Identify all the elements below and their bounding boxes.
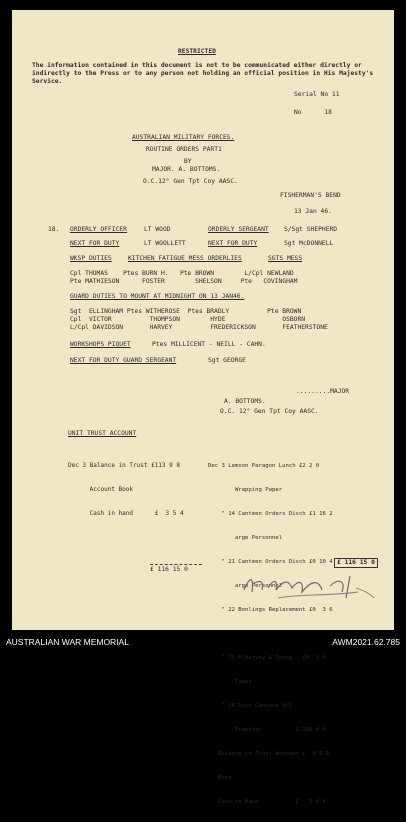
left-total-rule [150,564,202,565]
doc-title: AUSTRALIAN MILITARY FORCES. [132,134,235,141]
orderly-sergeant-label: ORDERLY SERGEANT [208,226,269,233]
sgts-mess-label: SGTS MESS [268,255,303,262]
orderly-officer: LT WOOD [144,226,171,233]
trust-right-line: " 14 Canteen Orders Disch £1 16 2 [208,511,333,517]
right-total: £ 116 15 0 [334,558,378,568]
trust-left-line: Dec 3 Balance in Trust £113 9 8 [68,462,180,469]
duty-row-1: Cpl THOMAS Ptes BURN H. Pte BROWN L/Cpl NEWLAND [70,270,294,277]
trust-account-title: UNIT TRUST ACCOUNT [68,430,137,437]
next-for-duty-label: NEXT FOR DUTY [70,240,120,247]
guard-duties-label: GUARD DUTIES TO MOUNT AT MIDNIGHT ON 13 JAN46. [70,293,245,300]
handwritten-signature [238,568,388,604]
trust-right-line: Balance in Trust Account £ 8 9 8 [208,751,330,757]
archive-reference: AWM2021.62.785 [332,636,400,647]
trust-left-column [68,446,228,534]
serial-number: Serial No 11 [294,91,340,98]
trust-right-line: Book [208,775,232,781]
signature-major: .........MAJOR [296,388,350,395]
signature-unit: O.C. 12° Gen Tpt Coy AASC. [220,408,319,415]
trust-left-line: Account Book [68,486,134,493]
trust-right-line: Tubes [208,679,252,685]
doc-subtitle: ROUTINE ORDERS PART1 [146,146,222,153]
next-for-duty: LT WOOLLETT [144,240,186,247]
classification-heading: RESTRICTED [178,48,216,55]
commander-name: MAJOR. A. BOTTOMS. [152,166,221,173]
trust-right-line: Transfer £ 100 0 0 [208,727,326,733]
archive-footer [0,630,406,653]
trust-right-line: Dec 3 Lemson Paragon Lunch £2 2 0 [208,463,320,469]
guard-row-2: Cpl VICTOR THOMPSON HYDE OSBORN [70,316,306,323]
next-for-duty-sgt: Sgt McDONNELL [284,240,334,247]
trust-right-line: " 22 Bonlings Replacement £0 3 6 [208,607,333,613]
section-number: 18. [48,226,60,233]
next-guard-sgt: Sgt GEORGE [208,357,246,364]
order-number: No 18 [294,109,332,116]
place-name: FISHERMAN'S BEND [280,192,341,199]
by-line: BY [184,158,192,165]
guard-row-3: L/Cpl DAVIDSON HARVEY FREDERICKSON FEATHERSTONE [70,324,328,331]
trust-right-line: arge Personnel [208,583,283,589]
trust-right-line: Cash in Hand £ 3 8 4 [208,799,326,805]
workshops-piquet: Ptes MILLICENT - NEILL - CAHN. [152,341,266,348]
archive-name: AUSTRALIAN WAR MEMORIAL [6,636,129,647]
commander-unit: O.C.12° Gen Tpt Coy AASC. [143,178,238,185]
orderly-sergeant: S/Sgt SHEPHERD [284,226,338,233]
security-caveat: The information contained in this document is not to be communicated either directly or indirectly to the Press or to any person not holding an official position in His Majesty's Service. [32,62,374,85]
duty-row-2: Pte MATHIESON FOSTER SHELSON Pte COVINGHAM [70,278,298,285]
trust-right-line: " 18 Unit Canteen A/C [208,703,293,709]
trust-right-line: Wrapping Paper [208,487,283,493]
wksp-duties-label: WKSP DUTIES [70,255,112,262]
next-for-duty-sgt-label: NEXT FOR DUTY [208,240,258,247]
guard-row-1: Sgt ELLINGHAM Ptes WITHEROSE Ptes BRADLY Pte BROWN [70,308,302,315]
signature-name: A. BOTTOMS. [224,398,266,405]
orderly-officer-label: ORDERLY OFFICER [70,226,127,233]
order-date: 13 Jan 46. [294,208,332,215]
trust-left-line: Cash in hand £ 3 5 4 [68,510,184,517]
next-guard-sgt-label: NEXT FOR DUTY GUARD SERGEANT [70,357,177,364]
trust-right-line: " 21 Canteen Orders Disch £0 10 4 [208,559,333,565]
trust-right-line: arge Personnel [208,535,283,541]
left-total: £ 116 15 0 [150,566,188,573]
trust-right-line: " 31 H.Harvey & Icing £0 5 0 [208,655,326,661]
kitchen-fatigue-label: KITCHEN FATIGUE MESS ORDERLIES [128,255,242,262]
workshops-piquet-label: WORKSHOPS PIQUET [70,341,131,348]
